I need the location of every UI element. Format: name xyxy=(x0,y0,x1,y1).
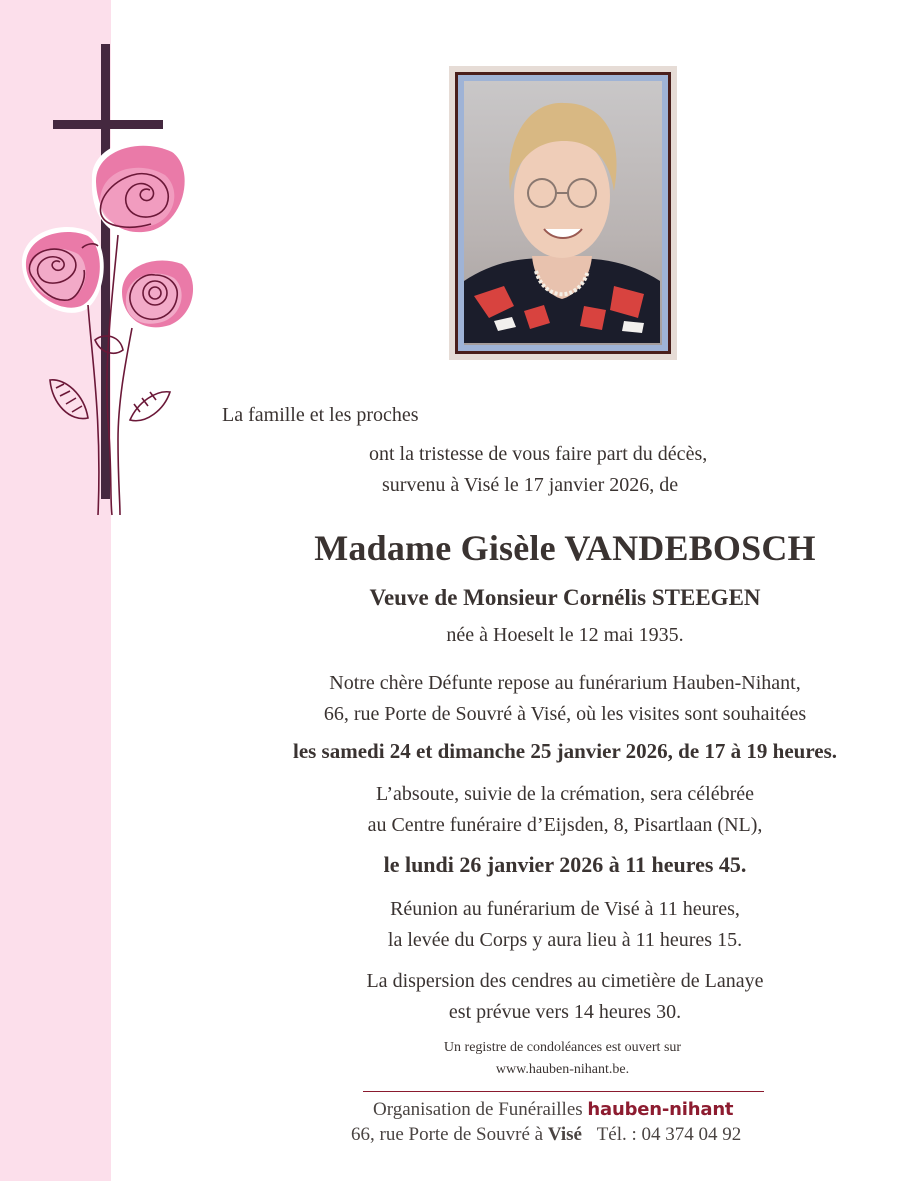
intro-line-3: survenu à Visé le 17 janvier 2026, de xyxy=(382,474,679,496)
ceremony-date: le lundi 26 janvier 2026 à 11 heures 45. xyxy=(383,852,747,877)
intro-line-1: La famille et les proches xyxy=(222,404,419,426)
footer-organisation xyxy=(373,1099,733,1121)
dispersion-line-2: est prévue vers 14 heures 30. xyxy=(448,1001,682,1023)
portrait-illustration xyxy=(464,81,660,343)
rest-line-1: Notre chère Défunte repose au funérarium Hauben-Nihant, xyxy=(329,672,801,694)
ceremony-line-2: au Centre funéraire d’Eijsden, 8, Pisartlaan (NL), xyxy=(367,814,763,836)
ceremony-line-1: L’absoute, suivie de la crémation, sera célébrée xyxy=(376,783,754,805)
deceased-name: Madame Gisèle VANDEBOSCH xyxy=(314,528,816,568)
dispersion-line-1: La dispersion des cendres au cimetière de Lanaye xyxy=(366,970,764,992)
portrait-frame xyxy=(449,66,677,360)
widow-of: Veuve de Monsieur Cornélis STEEGEN xyxy=(369,585,761,610)
city-text: Visé xyxy=(547,1124,582,1145)
register-line: Un registre de condoléances est ouvert sur xyxy=(443,1040,682,1055)
meeting-line-2: la levée du Corps y aura lieu à 11 heures 15. xyxy=(387,929,743,951)
meeting-line-1: Réunion au funérarium de Visé à 11 heures, xyxy=(390,898,740,920)
organisation-label: Organisation de Funérailles xyxy=(373,1099,583,1120)
brand-logo: hauben-nihant xyxy=(587,1099,734,1120)
address-text: 66, rue Porte de Souvré à xyxy=(351,1124,544,1145)
register-link[interactable]: www.hauben-nihant.be. xyxy=(495,1062,630,1077)
phone-text: Tél. : 04 374 04 92 xyxy=(596,1124,742,1145)
portrait-border xyxy=(455,72,671,354)
cross-with-roses-icon xyxy=(0,0,220,530)
footer-address xyxy=(351,1124,741,1146)
rest-line-2: 66, rue Porte de Souvré à Visé, où les visites sont souhaitées xyxy=(323,703,807,725)
intro-line-2: ont la tristesse de vous faire part du décès, xyxy=(369,443,708,465)
visiting-hours: les samedi 24 et dimanche 25 janvier 2026, de 17 à 19 heures. xyxy=(292,739,838,763)
portrait-photo xyxy=(464,81,662,345)
footer-divider xyxy=(363,1091,764,1092)
birth-info: née à Hoeselt le 12 mai 1935. xyxy=(446,624,684,646)
